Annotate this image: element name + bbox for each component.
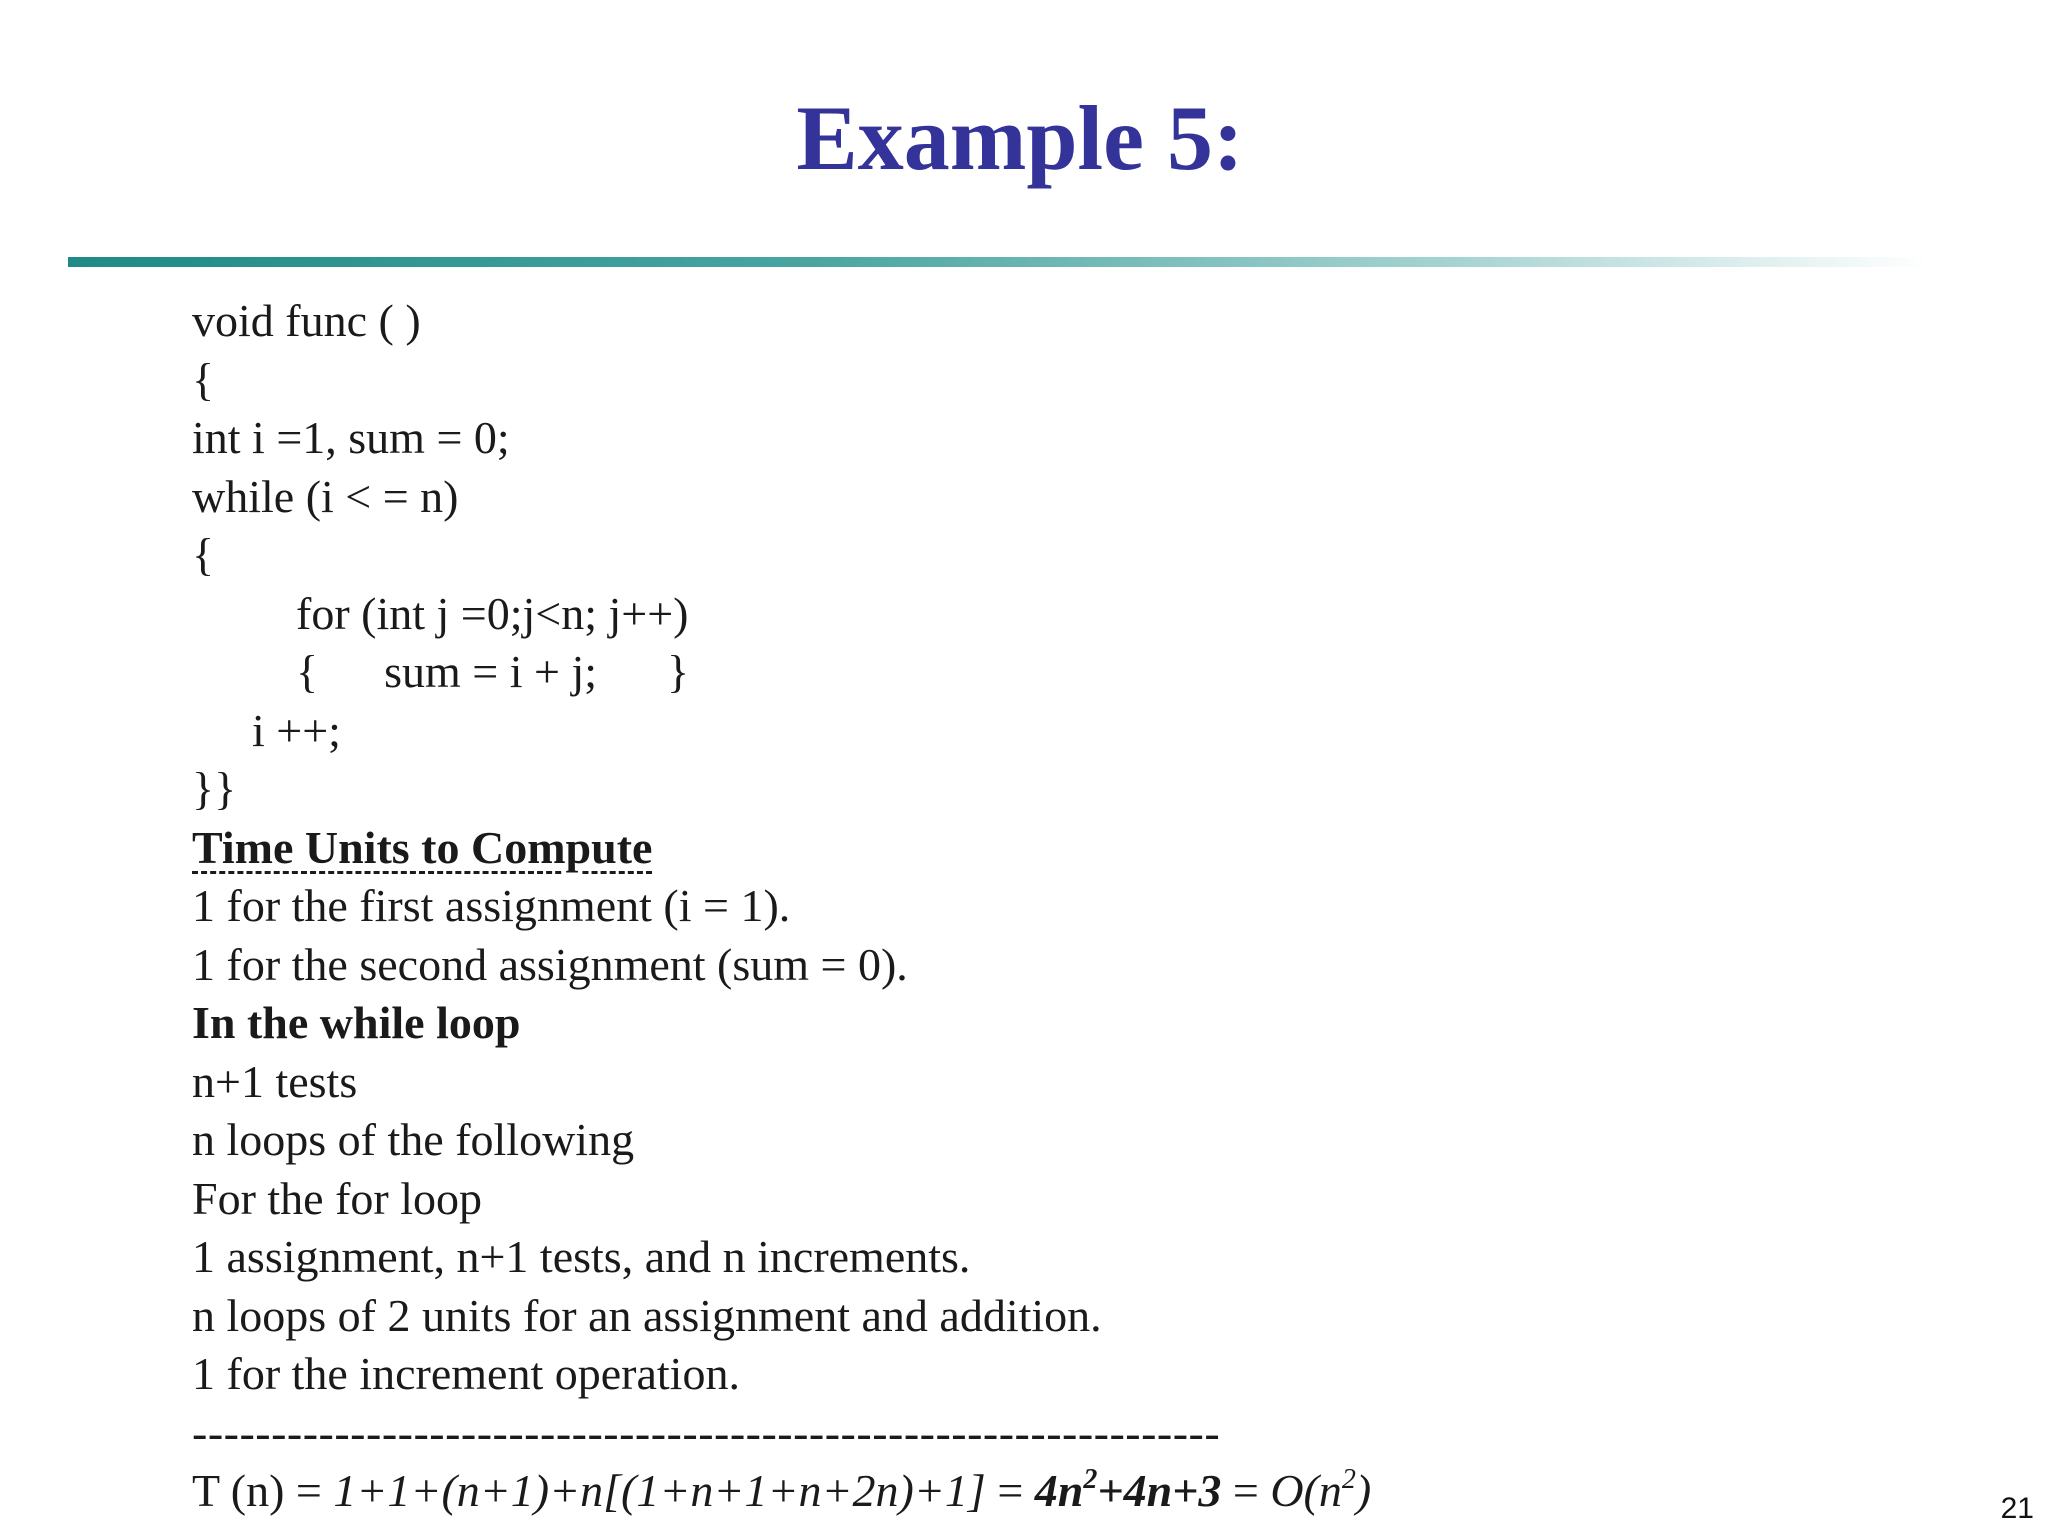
- slide-title: Example 5:: [796, 87, 1244, 189]
- for-close-brace: }: [667, 646, 690, 697]
- analysis-line: 1 for the first assignment (i = 1).: [192, 880, 791, 931]
- analysis-line: 1 assignment, n+1 tests, and n increments.: [192, 1231, 971, 1282]
- formula-result: $4n^2+4n+3$: [1034, 1464, 1222, 1516]
- code-line-open-brace: {: [192, 353, 215, 405]
- separator-line: -----------------------------------------------------------------: [192, 1406, 1221, 1458]
- analysis-line: n loops of the following: [192, 1114, 635, 1165]
- code-line-increment: i ++;: [252, 704, 341, 756]
- analysis-line: n+1 tests: [192, 1055, 358, 1107]
- code-line-for-body: [192, 643, 1972, 702]
- formula-equals-2: =: [1221, 1465, 1271, 1516]
- analysis-heading-row: [192, 819, 1972, 878]
- code-line-close-braces: }}: [192, 763, 237, 814]
- analysis-line: For the for loop: [192, 1172, 483, 1224]
- slide-body: [192, 292, 1972, 1521]
- analysis-subheading: In the while loop: [192, 997, 521, 1048]
- page-number: 21: [2000, 1492, 2034, 1525]
- formula-lhs: T (n) =: [192, 1465, 334, 1516]
- for-open-brace: {: [296, 646, 319, 697]
- formula-big-o: $O(n^2)$: [1270, 1464, 1372, 1516]
- title-divider: [68, 257, 1928, 267]
- formula-expression: 1+1+(n+1)+n[(1+n+1+n+2n)+1]: [333, 1465, 986, 1516]
- analysis-line: n loops of 2 units for an assignment and addition.: [192, 1289, 1102, 1341]
- analysis-line: 1 for the increment operation.: [192, 1348, 740, 1399]
- code-line-declaration: int i =1, sum = 0;: [192, 412, 510, 463]
- code-line-while-brace: {: [192, 529, 215, 580]
- for-statement: sum = i + j;: [384, 646, 598, 697]
- formula-equals-1: =: [985, 1465, 1035, 1516]
- code-line-while: while (i < = n): [192, 470, 459, 522]
- analysis-heading: Time Units to Compute: [192, 821, 653, 873]
- formula-line: [192, 1462, 1972, 1521]
- analysis-line: 1 for the second assignment (sum = 0).: [192, 938, 908, 990]
- code-line-for: for (int j =0;j<n; j++): [296, 587, 689, 639]
- code-line-signature: void func ( ): [192, 295, 421, 346]
